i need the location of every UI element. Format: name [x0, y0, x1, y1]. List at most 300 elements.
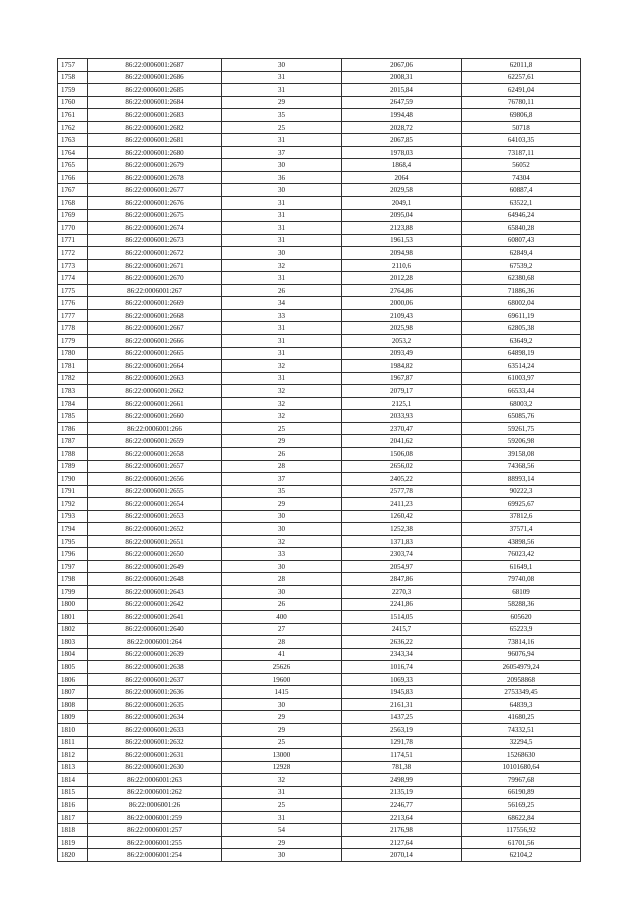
cadastral-number-cell: 86:22:0006001:2676: [88, 197, 222, 210]
row-number-cell: 1777: [58, 309, 88, 322]
area-cell: 25626: [222, 661, 342, 674]
table-row: [58, 259, 581, 272]
specific-value-cell: 1978,03: [342, 146, 462, 159]
specific-value-cell: 2125,1: [342, 397, 462, 410]
cadastral-number-cell: 86:22:0006001:2651: [88, 535, 222, 548]
cadastral-number-cell: 86:22:0006001:2658: [88, 447, 222, 460]
cadastral-number-cell: 86:22:0006001:2650: [88, 548, 222, 561]
cadastral-value-cell: 65223,9: [462, 623, 581, 636]
row-number-cell: 1776: [58, 297, 88, 310]
specific-value-cell: 2049,1: [342, 197, 462, 210]
cadastral-value-cell: 37571,4: [462, 523, 581, 536]
cadastral-number-cell: 86:22:0006001:2630: [88, 761, 222, 774]
table-row: [58, 548, 581, 561]
area-cell: 32: [222, 259, 342, 272]
row-number-cell: 1795: [58, 535, 88, 548]
cadastral-number-cell: 86:22:0006001:2637: [88, 673, 222, 686]
area-cell: 31: [222, 84, 342, 97]
table-row: [58, 297, 581, 310]
cadastral-number-cell: 86:22:0006001:2659: [88, 435, 222, 448]
row-number-cell: 1800: [58, 598, 88, 611]
table-row: [58, 209, 581, 222]
row-number-cell: 1790: [58, 473, 88, 486]
specific-value-cell: 1945,83: [342, 686, 462, 699]
area-cell: 30: [222, 247, 342, 260]
table-row: [58, 447, 581, 460]
area-cell: 31: [222, 347, 342, 360]
table-row: [58, 485, 581, 498]
area-cell: 31: [222, 811, 342, 824]
table-row: [58, 761, 581, 774]
row-number-cell: 1819: [58, 836, 88, 849]
cadastral-number-cell: 86:22:0006001:2673: [88, 234, 222, 247]
specific-value-cell: 2025,98: [342, 322, 462, 335]
cadastral-value-cell: 61701,56: [462, 836, 581, 849]
row-number-cell: 1788: [58, 447, 88, 460]
table-body: [58, 59, 581, 862]
row-number-cell: 1803: [58, 636, 88, 649]
cadastral-value-cell: 88993,14: [462, 473, 581, 486]
specific-value-cell: 1514,05: [342, 611, 462, 624]
cadastral-number-cell: 86:22:0006001:2665: [88, 347, 222, 360]
area-cell: 30: [222, 159, 342, 172]
cadastral-number-cell: 86:22:0006001:257: [88, 824, 222, 837]
cadastral-number-cell: 86:22:0006001:2671: [88, 259, 222, 272]
row-number-cell: 1791: [58, 485, 88, 498]
cadastral-value-cell: 61649,1: [462, 560, 581, 573]
cadastral-value-cell: 58288,36: [462, 598, 581, 611]
specific-value-cell: 2053,2: [342, 335, 462, 348]
area-cell: 31: [222, 372, 342, 385]
row-number-cell: 1797: [58, 560, 88, 573]
cadastral-value-cell: 68002,04: [462, 297, 581, 310]
row-number-cell: 1798: [58, 573, 88, 586]
specific-value-cell: 2109,43: [342, 309, 462, 322]
specific-value-cell: 2067,06: [342, 59, 462, 72]
specific-value-cell: 2135,19: [342, 786, 462, 799]
specific-value-cell: 2270,3: [342, 585, 462, 598]
cadastral-number-cell: 86:22:0006001:2682: [88, 121, 222, 134]
row-number-cell: 1818: [58, 824, 88, 837]
cadastral-number-cell: 86:22:0006001:2677: [88, 184, 222, 197]
specific-value-cell: 2411,23: [342, 498, 462, 511]
cadastral-value-cell: 60887,4: [462, 184, 581, 197]
area-cell: 35: [222, 485, 342, 498]
table-row: [58, 736, 581, 749]
cadastral-number-cell: 86:22:0006001:2661: [88, 397, 222, 410]
area-cell: 33: [222, 548, 342, 561]
row-number-cell: 1778: [58, 322, 88, 335]
area-cell: 28: [222, 460, 342, 473]
cadastral-value-cell: 79967,68: [462, 774, 581, 787]
table-row: [58, 422, 581, 435]
table-row: [58, 836, 581, 849]
area-cell: 30: [222, 523, 342, 536]
cadastral-value-cell: 74368,56: [462, 460, 581, 473]
area-cell: 31: [222, 197, 342, 210]
specific-value-cell: 2656,02: [342, 460, 462, 473]
cadastral-value-cell: 64103,35: [462, 134, 581, 147]
area-cell: 32: [222, 774, 342, 787]
row-number-cell: 1764: [58, 146, 88, 159]
row-number-cell: 1781: [58, 360, 88, 373]
cadastral-value-cell: 62805,38: [462, 322, 581, 335]
row-number-cell: 1775: [58, 284, 88, 297]
row-number-cell: 1785: [58, 410, 88, 423]
row-number-cell: 1810: [58, 723, 88, 736]
table-row: [58, 284, 581, 297]
row-number-cell: 1793: [58, 510, 88, 523]
specific-value-cell: 2041,62: [342, 435, 462, 448]
area-cell: 28: [222, 636, 342, 649]
row-number-cell: 1808: [58, 698, 88, 711]
cadastral-number-cell: 86:22:0006001:2640: [88, 623, 222, 636]
area-cell: 31: [222, 322, 342, 335]
area-cell: 32: [222, 410, 342, 423]
table-row: [58, 222, 581, 235]
row-number-cell: 1765: [58, 159, 88, 172]
cadastral-number-cell: 86:22:0006001:2678: [88, 171, 222, 184]
cadastral-value-cell: 62104,2: [462, 849, 581, 862]
table-row: [58, 473, 581, 486]
specific-value-cell: 2079,17: [342, 385, 462, 398]
cadastral-number-cell: 86:22:0006001:2655: [88, 485, 222, 498]
row-number-cell: 1762: [58, 121, 88, 134]
area-cell: 54: [222, 824, 342, 837]
specific-value-cell: 2095,04: [342, 209, 462, 222]
specific-value-cell: 2093,49: [342, 347, 462, 360]
area-cell: 37: [222, 146, 342, 159]
specific-value-cell: 2303,74: [342, 548, 462, 561]
cadastral-value-cell: 20958868: [462, 673, 581, 686]
specific-value-cell: 2647,59: [342, 96, 462, 109]
area-cell: 32: [222, 397, 342, 410]
row-number-cell: 1768: [58, 197, 88, 210]
specific-value-cell: 1868,4: [342, 159, 462, 172]
cadastral-number-cell: 86:22:0006001:2657: [88, 460, 222, 473]
row-number-cell: 1761: [58, 109, 88, 122]
specific-value-cell: 2067,85: [342, 134, 462, 147]
table-row: [58, 510, 581, 523]
cadastral-value-cell: 15268630: [462, 749, 581, 762]
table-row: [58, 96, 581, 109]
cadastral-value-cell: 63514,24: [462, 360, 581, 373]
row-number-cell: 1802: [58, 623, 88, 636]
cadastral-number-cell: 86:22:0006001:2638: [88, 661, 222, 674]
area-cell: 400: [222, 611, 342, 624]
cadastral-value-cell: 79740,08: [462, 573, 581, 586]
row-number-cell: 1801: [58, 611, 88, 624]
table-row: [58, 598, 581, 611]
specific-value-cell: 1994,48: [342, 109, 462, 122]
cadastral-number-cell: 86:22:0006001:267: [88, 284, 222, 297]
area-cell: 32: [222, 360, 342, 373]
row-number-cell: 1783: [58, 385, 88, 398]
row-number-cell: 1757: [58, 59, 88, 72]
table-row: [58, 460, 581, 473]
specific-value-cell: 2764,86: [342, 284, 462, 297]
row-number-cell: 1758: [58, 71, 88, 84]
specific-value-cell: 1174,51: [342, 749, 462, 762]
cadastral-value-cell: 76780,11: [462, 96, 581, 109]
cadastral-number-cell: 86:22:0006001:255: [88, 836, 222, 849]
cadastral-value-cell: 68003,2: [462, 397, 581, 410]
cadastral-value-cell: 63649,2: [462, 335, 581, 348]
table-row: [58, 121, 581, 134]
area-cell: 30: [222, 510, 342, 523]
row-number-cell: 1780: [58, 347, 88, 360]
table-row: [58, 335, 581, 348]
area-cell: 29: [222, 498, 342, 511]
cadastral-number-cell: 86:22:0006001:2636: [88, 686, 222, 699]
cadastral-number-cell: 86:22:0006001:2670: [88, 272, 222, 285]
table-row: [58, 410, 581, 423]
area-cell: 30: [222, 849, 342, 862]
table-row: [58, 59, 581, 72]
table-row: [58, 247, 581, 260]
cadastral-value-cell: 56052: [462, 159, 581, 172]
table-row: [58, 711, 581, 724]
row-number-cell: 1771: [58, 234, 88, 247]
area-cell: 31: [222, 335, 342, 348]
cadastral-number-cell: 86:22:0006001:2648: [88, 573, 222, 586]
table-row: [58, 585, 581, 598]
area-cell: 30: [222, 698, 342, 711]
area-cell: 25: [222, 799, 342, 812]
row-number-cell: 1809: [58, 711, 88, 724]
cadastral-number-cell: 86:22:0006001:259: [88, 811, 222, 824]
cadastral-value-cell: 117556,92: [462, 824, 581, 837]
cadastral-value-cell: 66190,89: [462, 786, 581, 799]
area-cell: 30: [222, 59, 342, 72]
cadastral-value-cell: 43898,56: [462, 535, 581, 548]
specific-value-cell: 2054,97: [342, 560, 462, 573]
cadastral-number-cell: 86:22:0006001:263: [88, 774, 222, 787]
cadastral-value-cell: 61003,97: [462, 372, 581, 385]
table-row: [58, 636, 581, 649]
table-row: [58, 623, 581, 636]
specific-value-cell: 2577,78: [342, 485, 462, 498]
area-cell: 26: [222, 598, 342, 611]
table-row: [58, 360, 581, 373]
table-row: [58, 749, 581, 762]
row-number-cell: 1789: [58, 460, 88, 473]
cadastral-value-cell: 26054979,24: [462, 661, 581, 674]
cadastral-value-cell: 605620: [462, 611, 581, 624]
row-number-cell: 1805: [58, 661, 88, 674]
cadastral-value-cell: 68109: [462, 585, 581, 598]
specific-value-cell: 2246,77: [342, 799, 462, 812]
table-row: [58, 786, 581, 799]
cadastral-number-cell: 86:22:0006001:2656: [88, 473, 222, 486]
row-number-cell: 1796: [58, 548, 88, 561]
cadastral-value-cell: 32294,5: [462, 736, 581, 749]
cadastral-value-cell: 59206,98: [462, 435, 581, 448]
cadastral-value-cell: 69806,8: [462, 109, 581, 122]
cadastral-number-cell: 86:22:0006001:2633: [88, 723, 222, 736]
area-cell: 25: [222, 422, 342, 435]
cadastral-value-cell: 69925,67: [462, 498, 581, 511]
cadastral-value-cell: 10101680,64: [462, 761, 581, 774]
table-row: [58, 824, 581, 837]
specific-value-cell: 2123,88: [342, 222, 462, 235]
area-cell: 32: [222, 535, 342, 548]
area-cell: 31: [222, 209, 342, 222]
cadastral-number-cell: 86:22:0006001:2649: [88, 560, 222, 573]
cadastral-number-cell: 86:22:0006001:2679: [88, 159, 222, 172]
area-cell: 29: [222, 435, 342, 448]
cadastral-value-cell: 74332,51: [462, 723, 581, 736]
table-row: [58, 673, 581, 686]
table-row: [58, 774, 581, 787]
area-cell: 31: [222, 234, 342, 247]
table-row: [58, 171, 581, 184]
row-number-cell: 1787: [58, 435, 88, 448]
cadastral-value-cell: 67539,2: [462, 259, 581, 272]
row-number-cell: 1770: [58, 222, 88, 235]
cadastral-number-cell: 86:22:0006001:2669: [88, 297, 222, 310]
specific-value-cell: 2405,22: [342, 473, 462, 486]
specific-value-cell: 2161,31: [342, 698, 462, 711]
cadastral-number-cell: 86:22:0006001:26: [88, 799, 222, 812]
cadastral-number-cell: 86:22:0006001:2654: [88, 498, 222, 511]
table-row: [58, 573, 581, 586]
table-row: [58, 385, 581, 398]
area-cell: 29: [222, 711, 342, 724]
cadastral-value-cell: 66533,44: [462, 385, 581, 398]
specific-value-cell: 2033,93: [342, 410, 462, 423]
specific-value-cell: 1984,82: [342, 360, 462, 373]
table-row: [58, 435, 581, 448]
specific-value-cell: 1371,83: [342, 535, 462, 548]
row-number-cell: 1760: [58, 96, 88, 109]
cadastral-number-cell: 86:22:0006001:2662: [88, 385, 222, 398]
table-row: [58, 197, 581, 210]
cadastral-number-cell: 86:22:0006001:2660: [88, 410, 222, 423]
table-row: [58, 71, 581, 84]
area-cell: 32: [222, 385, 342, 398]
table-row: [58, 322, 581, 335]
specific-value-cell: 2343,34: [342, 648, 462, 661]
area-cell: 31: [222, 222, 342, 235]
row-number-cell: 1767: [58, 184, 88, 197]
cadastral-value-cell: 64898,19: [462, 347, 581, 360]
specific-value-cell: 1260,42: [342, 510, 462, 523]
area-cell: 31: [222, 272, 342, 285]
row-number-cell: 1784: [58, 397, 88, 410]
area-cell: 29: [222, 723, 342, 736]
area-cell: 25: [222, 736, 342, 749]
specific-value-cell: 2028,72: [342, 121, 462, 134]
cadastral-number-cell: 86:22:0006001:2642: [88, 598, 222, 611]
specific-value-cell: 2127,64: [342, 836, 462, 849]
specific-value-cell: 2012,28: [342, 272, 462, 285]
table-row: [58, 184, 581, 197]
cadastral-value-cell: 73187,11: [462, 146, 581, 159]
specific-value-cell: 781,38: [342, 761, 462, 774]
cadastral-number-cell: 86:22:0006001:2664: [88, 360, 222, 373]
cadastral-number-cell: 86:22:0006001:2663: [88, 372, 222, 385]
cadastral-value-cell: 39158,08: [462, 447, 581, 460]
cadastral-value-cell: 71886,36: [462, 284, 581, 297]
specific-value-cell: 1506,08: [342, 447, 462, 460]
area-cell: 28: [222, 573, 342, 586]
cadastral-value-cell: 2753349,45: [462, 686, 581, 699]
cadastral-number-cell: 86:22:0006001:2634: [88, 711, 222, 724]
cadastral-number-cell: 86:22:0006001:2653: [88, 510, 222, 523]
row-number-cell: 1759: [58, 84, 88, 97]
cadastral-number-cell: 86:22:0006001:2666: [88, 335, 222, 348]
cadastral-value-cell: 90222,3: [462, 485, 581, 498]
specific-value-cell: 2636,22: [342, 636, 462, 649]
cadastral-value-cell: 41680,25: [462, 711, 581, 724]
table-row: [58, 146, 581, 159]
specific-value-cell: 2498,99: [342, 774, 462, 787]
cadastral-value-cell: 62380,68: [462, 272, 581, 285]
row-number-cell: 1782: [58, 372, 88, 385]
cadastral-number-cell: 86:22:0006001:2684: [88, 96, 222, 109]
table-row: [58, 560, 581, 573]
cadastral-value-cell: 56169,25: [462, 799, 581, 812]
cadastral-number-cell: 86:22:0006001:2681: [88, 134, 222, 147]
cadastral-value-cell: 65085,76: [462, 410, 581, 423]
cadastral-number-cell: 86:22:0006001:2680: [88, 146, 222, 159]
cadastral-value-cell: 68622,84: [462, 811, 581, 824]
table-row: [58, 309, 581, 322]
cadastral-value-cell: 63522,1: [462, 197, 581, 210]
area-cell: 30: [222, 585, 342, 598]
table-row: [58, 535, 581, 548]
area-cell: 30: [222, 560, 342, 573]
cadastral-number-cell: 86:22:0006001:2639: [88, 648, 222, 661]
cadastral-value-table: [57, 58, 581, 862]
specific-value-cell: 2064: [342, 171, 462, 184]
table-row: [58, 397, 581, 410]
area-cell: 12928: [222, 761, 342, 774]
area-cell: 29: [222, 836, 342, 849]
row-number-cell: 1774: [58, 272, 88, 285]
cadastral-number-cell: 86:22:0006001:2683: [88, 109, 222, 122]
specific-value-cell: 1069,33: [342, 673, 462, 686]
specific-value-cell: 2015,84: [342, 84, 462, 97]
row-number-cell: 1799: [58, 585, 88, 598]
area-cell: 13000: [222, 749, 342, 762]
table-row: [58, 84, 581, 97]
cadastral-value-cell: 62011,8: [462, 59, 581, 72]
specific-value-cell: 2029,58: [342, 184, 462, 197]
row-number-cell: 1772: [58, 247, 88, 260]
table-row: [58, 648, 581, 661]
cadastral-value-cell: 59261,75: [462, 422, 581, 435]
cadastral-value-cell: 69611,19: [462, 309, 581, 322]
specific-value-cell: 1016,74: [342, 661, 462, 674]
area-cell: 31: [222, 134, 342, 147]
cadastral-value-cell: 74304: [462, 171, 581, 184]
table-row: [58, 849, 581, 862]
table-row: [58, 799, 581, 812]
table-row: [58, 686, 581, 699]
specific-value-cell: 1967,87: [342, 372, 462, 385]
cadastral-value-cell: 64946,24: [462, 209, 581, 222]
row-number-cell: 1763: [58, 134, 88, 147]
row-number-cell: 1794: [58, 523, 88, 536]
area-cell: 37: [222, 473, 342, 486]
specific-value-cell: 2415,7: [342, 623, 462, 636]
area-cell: 26: [222, 284, 342, 297]
row-number-cell: 1811: [58, 736, 88, 749]
specific-value-cell: 1437,25: [342, 711, 462, 724]
specific-value-cell: 2176,98: [342, 824, 462, 837]
